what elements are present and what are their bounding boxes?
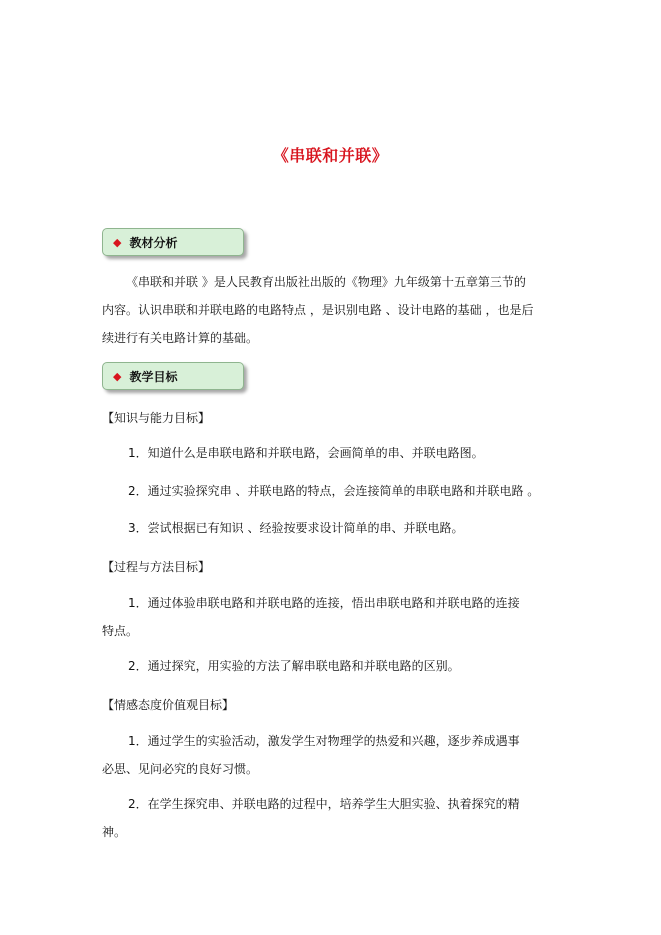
item-line: 神。	[102, 825, 127, 839]
item-line: 3．尝试根据已有知识 、经验按要求设计简单的串、并联电路。	[128, 521, 464, 535]
page-title: 《串联和并联》	[272, 146, 389, 165]
list-item-cont	[102, 818, 126, 846]
diamond-icon: ◆	[113, 235, 122, 249]
section-label: 教学目标	[129, 369, 178, 384]
process-heading: 【过程与方法目标】	[102, 560, 211, 574]
list-item-cont	[102, 617, 138, 645]
diamond-icon: ◆	[113, 369, 122, 383]
list-item	[128, 589, 520, 617]
item-line: 1．知道什么是串联电路和并联电路，会画简单的串、并联电路图。	[128, 446, 484, 460]
emotion-heading: 【情感态度价值观目标】	[102, 698, 235, 712]
paragraph-line: 内容。认识串联和并联电路的电路特点 ，是识别电路 、设计电路的基础 ，也是后	[102, 303, 534, 317]
item-line: 1．通过学生的实验活动，激发学生对物理学的热爱和兴趣，逐步养成遇事	[128, 734, 520, 748]
item-line: 2．在学生探究串、并联电路的过程中，培养学生大胆实验、执着探究的精	[128, 797, 520, 811]
list-item-cont	[102, 755, 258, 783]
section-header-goals	[102, 362, 244, 390]
section-header-analysis	[102, 228, 244, 256]
item-line: 特点。	[102, 624, 139, 638]
paragraph-line: 续进行有关电路计算的基础。	[102, 331, 259, 345]
list-item	[128, 477, 539, 505]
item-line: 2．通过实验探究串 、并联电路的特点，会连接简单的串联电路和并联电路 。	[128, 484, 540, 498]
list-item	[128, 514, 463, 542]
list-item	[128, 790, 520, 818]
analysis-paragraph	[126, 268, 526, 296]
list-item	[128, 727, 520, 755]
item-line: 1．通过体验串联电路和并联电路的连接，悟出串联电路和并联电路的连接	[128, 596, 520, 610]
knowledge-heading: 【知识与能力目标】	[102, 411, 211, 425]
item-line: 2．通过探究，用实验的方法了解串联电路和并联电路的区别。	[128, 659, 460, 673]
paragraph-line: 《串联和并联 》是人民教育出版社出版的《物理》九年级第十五章第三节的	[126, 275, 526, 289]
section-label: 教材分析	[129, 235, 178, 250]
list-item	[128, 652, 460, 680]
analysis-paragraph-cont	[102, 296, 533, 352]
list-item	[128, 439, 484, 467]
item-line: 必思、见问必究的良好习惯。	[102, 762, 259, 776]
